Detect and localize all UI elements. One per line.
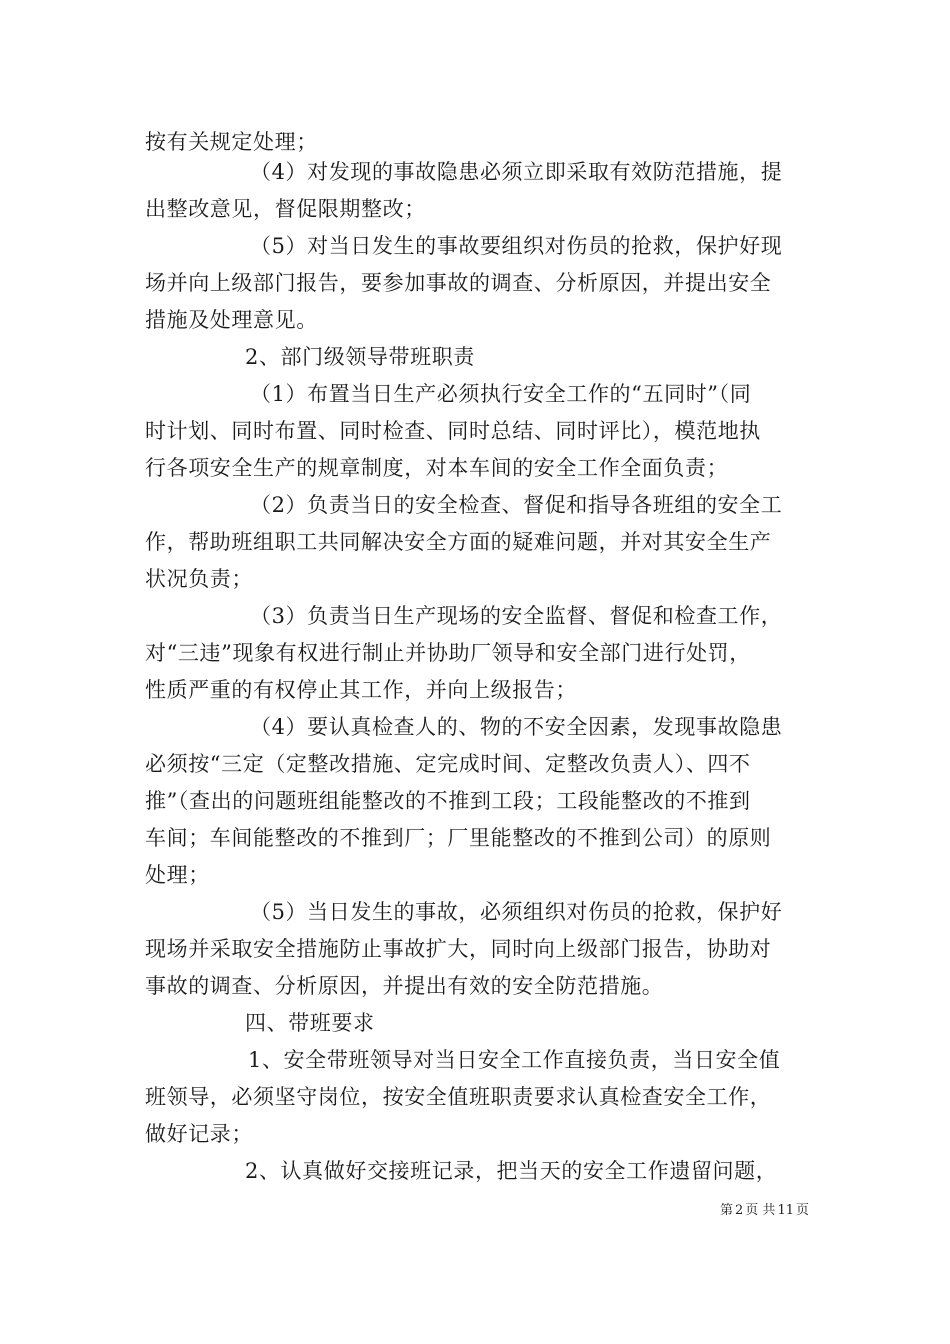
- text-line: 事故的调查、分析原因，并提出有效的安全防范措施。: [145, 974, 664, 998]
- text-line: 1、安全带班领导对当日安全工作直接负责，当日安全值: [248, 1048, 781, 1072]
- section-heading: 四、带班要求: [245, 1011, 375, 1035]
- text-line: （1）布置当日生产必须执行安全工作的“五同时”（同: [250, 382, 752, 406]
- footer-mid: 页 共: [745, 1203, 776, 1218]
- text-line: 作，帮助班组职工共同解决安全方面的疑难问题，并对其安全生产: [145, 530, 772, 554]
- text-line: 状况负责；: [145, 567, 253, 591]
- text-line: 做好记录；: [145, 1122, 253, 1146]
- text-line: 行各项安全生产的规章制度，对本车间的安全工作全面负责；: [145, 456, 729, 480]
- page-total: 11: [777, 1203, 794, 1218]
- footer-prefix: 第: [720, 1203, 734, 1218]
- text-line: （4）对发现的事故隐患必须立即采取有效防范措施，提: [250, 160, 783, 184]
- text-line: 班领导，必须坚守岗位，按安全值班职责要求认真检查安全工作，: [145, 1085, 772, 1109]
- text-line: 车间；车间能整改的不推到厂；厂里能整改的不推到公司）的原则: [145, 826, 772, 850]
- text-line: 场并向上级部门报告，要参加事故的调查、分析原因，并提出安全: [145, 271, 772, 295]
- page-number: 2: [735, 1203, 744, 1218]
- footer-suffix: 页: [795, 1203, 809, 1218]
- text-line: 按有关规定处理；: [145, 130, 318, 154]
- text-line: 2、认真做好交接班记录，把当天的安全工作遗留问题，: [245, 1159, 778, 1183]
- text-line: 时计划、同时布置、同时检查、同时总结、同时评比），模范地执: [145, 419, 761, 443]
- text-line: （4）要认真检查人的、物的不安全因素，发现事故隐患: [250, 715, 783, 739]
- text-line: （5）对当日发生的事故要组织对伤员的抢救，保护好现: [250, 234, 783, 258]
- text-line: 性质严重的有权停止其工作，并向上级报告；: [145, 678, 577, 702]
- text-line: 出整改意见，督促限期整改；: [145, 197, 426, 221]
- text-line: 现场并采取安全措施防止事故扩大，同时向上级部门报告，协助对: [145, 937, 772, 961]
- text-line: 处理；: [145, 863, 210, 887]
- text-line: 推”（查出的问题班组能整改的不推到工段；工段能整改的不推到: [145, 789, 751, 813]
- text-line: （5）当日发生的事故，必须组织对伤员的抢救，保护好: [250, 900, 783, 924]
- page-footer: [690, 1202, 810, 1220]
- text-line: （2）负责当日的安全检查、督促和指导各班组的安全工: [250, 493, 783, 517]
- section-heading: 2、部门级领导带班职责: [245, 345, 475, 369]
- text-line: （3）负责当日生产现场的安全监督、督促和检查工作，: [250, 604, 783, 628]
- text-line: 必须按“三定（定整改措施、定完成时间、定整改负责人）、四不: [145, 752, 751, 776]
- text-line: 措施及处理意见。: [145, 308, 318, 332]
- text-line: 对“三违”现象有权进行制止并协助厂领导和安全部门进行处罚，: [145, 641, 751, 665]
